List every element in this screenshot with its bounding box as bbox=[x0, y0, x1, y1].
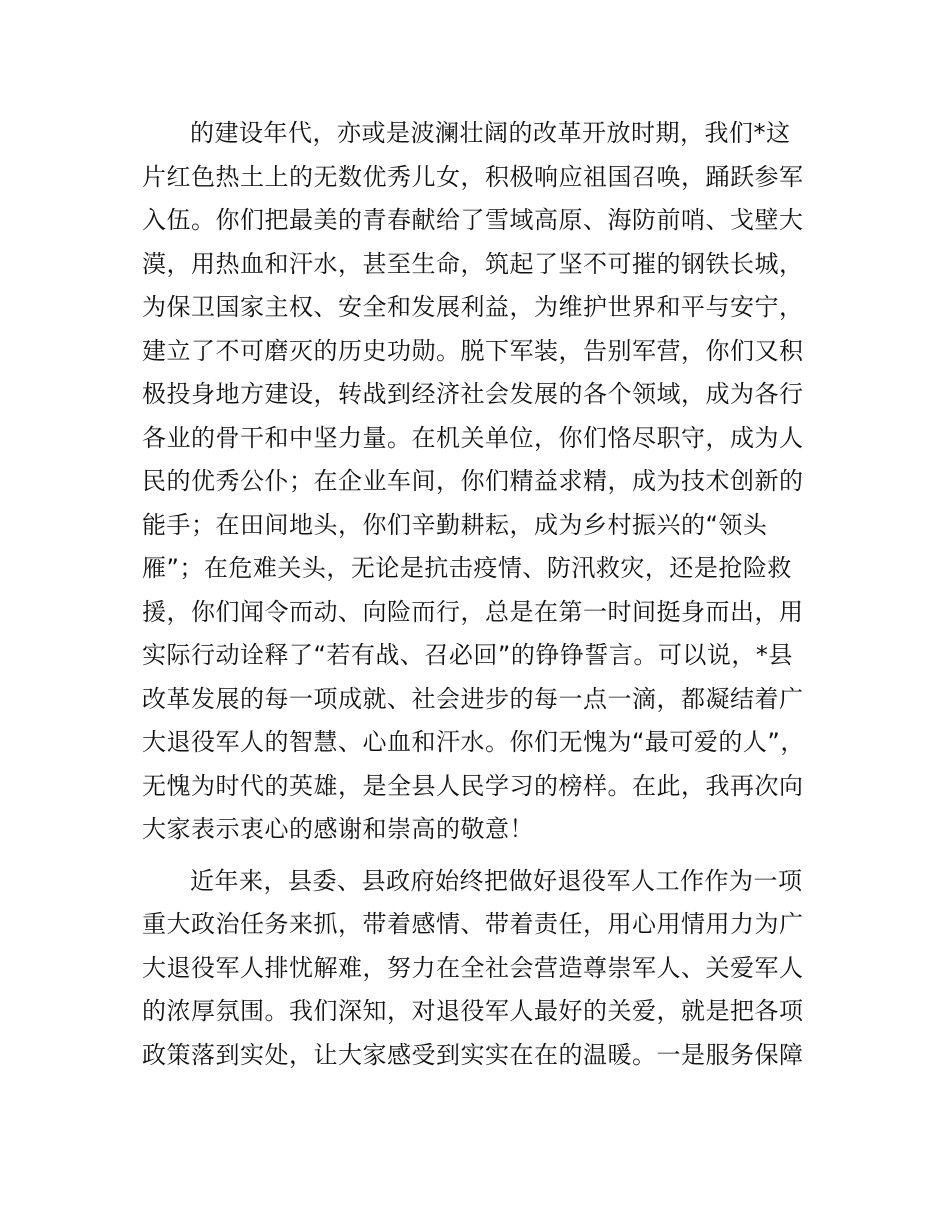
text-line: 漠，用热血和汗水，甚至生命，筑起了坚不可摧的钢铁长城， bbox=[142, 249, 804, 278]
text-line: 无愧为时代的英雄，是全县人民学习的榜样。在此，我再次向 bbox=[142, 771, 804, 800]
text-line: 实际行动诠释了“若有战、召必回”的铮铮誓言。可以说，*县 bbox=[142, 641, 793, 669]
text-line: 的建设年代，亦或是波澜壮阔的改革开放时期，我们*这 bbox=[190, 119, 791, 147]
text-line: 援，你们闻令而动、向险而行，总是在第一时间挺身而出，用 bbox=[142, 597, 804, 626]
text-line: 政策落到实处，让大家感受到实实在在的温暖。一是服务保障 bbox=[142, 1040, 804, 1069]
text-line: 片红色热土上的无数优秀儿女，积极响应祖国召唤，踊跃参军 bbox=[142, 162, 804, 191]
text-line: 重大政治任务来抓，带着感情、带着责任，用心用情用力为广 bbox=[142, 910, 804, 938]
body-text bbox=[142, 112, 812, 1077]
text-line: 大退役军人排忧解难，努力在全社会营造尊崇军人、关爱军人 bbox=[142, 953, 804, 982]
text-line: 各业的骨干和中坚力量。在机关单位，你们恪尽职守，成为人 bbox=[142, 423, 804, 452]
text-line: 近年来，县委、县政府始终把做好退役军人工作作为一项 bbox=[190, 866, 803, 895]
text-line: 民的优秀公仆；在企业车间，你们精益求精，成为技术创新的 bbox=[142, 467, 804, 495]
text-line: 能手；在田间地头，你们辛勤耕耘，成为乡村振兴的“领头 bbox=[142, 510, 768, 539]
text-line: 雁”；在危难关头，无论是抗击疫情、防汛救灾，还是抢险救 bbox=[142, 554, 792, 582]
text-line: 改革发展的每一项成就、社会进步的每一点一滴，都凝结着广 bbox=[142, 684, 804, 713]
paragraph-1 bbox=[142, 112, 812, 852]
text-line: 为保卫国家主权、安全和发展利益，为维护世界和平与安宁， bbox=[142, 293, 804, 321]
paragraph-2 bbox=[142, 860, 812, 1078]
text-line: 极投身地方建设，转战到经济社会发展的各个领域，成为各行 bbox=[142, 380, 804, 408]
text-line: 的浓厚氛围。我们深知，对退役军人最好的关爱，就是把各项 bbox=[142, 997, 804, 1025]
text-line: 大家表示衷心的感谢和崇高的敬意！ bbox=[142, 815, 534, 843]
text-line: 入伍。你们把最美的青春献给了雪域高原、海防前哨、戈壁大 bbox=[142, 206, 804, 234]
text-line: 建立了不可磨灭的历史功勋。脱下军装，告别军营，你们又积 bbox=[142, 336, 804, 365]
text-line: 大退役军人的智慧、心血和汗水。你们无愧为“最可爱的人”， bbox=[142, 728, 805, 756]
